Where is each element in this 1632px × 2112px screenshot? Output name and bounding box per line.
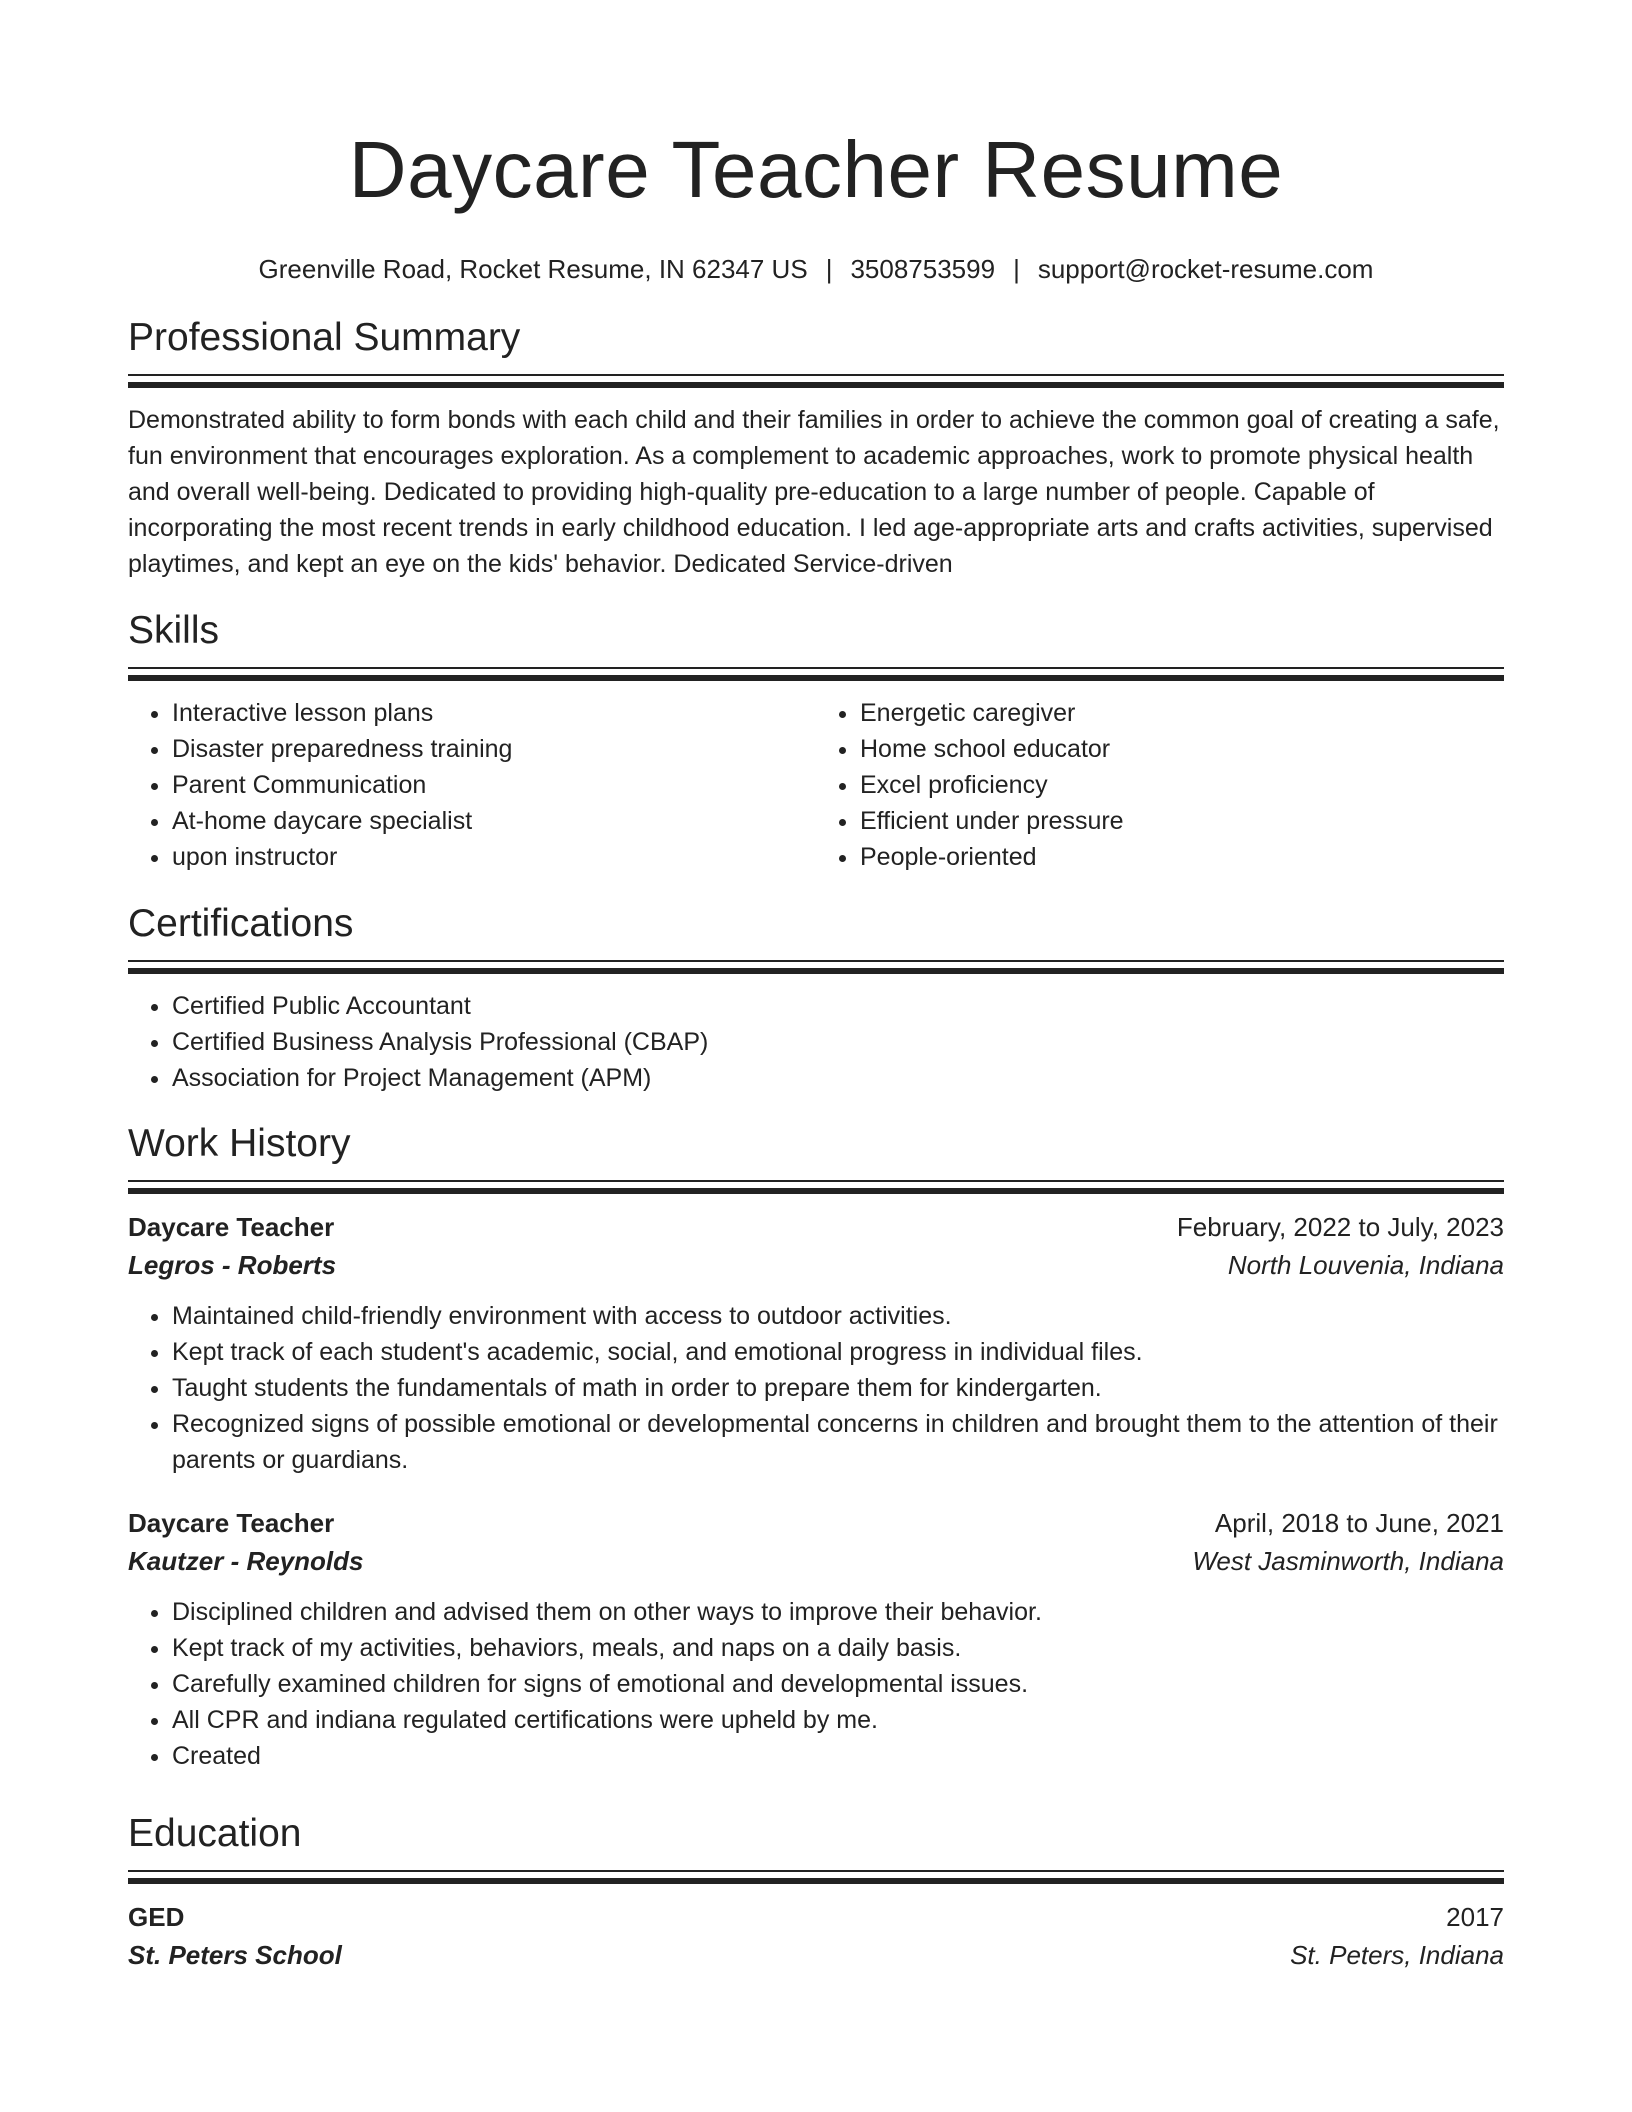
job-entry <box>128 1504 1504 1774</box>
job-duties-list <box>128 1594 1504 1774</box>
education-year: 2017 <box>1446 1902 1504 1932</box>
skill-item: • Interactive lesson plans <box>172 695 816 731</box>
section-skills <box>128 607 1504 875</box>
skill-item: • At-home daycare specialist <box>172 803 816 839</box>
certification-item: • Association for Project Management (APM) <box>172 1060 1504 1096</box>
education-header-row <box>128 1898 1504 1936</box>
skills-list-right <box>816 695 1504 875</box>
section-divider <box>128 1870 1504 1884</box>
skill-item: • Parent Communication <box>172 767 816 803</box>
skills-list-left <box>128 695 816 875</box>
job-duty-item: • All CPR and indiana regulated certifications were upheld by me. <box>172 1702 1504 1738</box>
contact-separator: | <box>825 254 833 284</box>
section-divider <box>128 960 1504 974</box>
skill-item: • Excel proficiency <box>860 767 1504 803</box>
contact-address: Greenville Road, Rocket Resume, IN 62347 US <box>258 254 808 284</box>
skill-item: • People-oriented <box>860 839 1504 875</box>
job-duty-item: • Disciplined children and advised them on other ways to improve their behavior. <box>172 1594 1504 1630</box>
job-title: Daycare Teacher <box>128 1508 335 1538</box>
job-header-row <box>128 1208 1504 1246</box>
job-subheader-row <box>128 1542 1504 1580</box>
certification-item: • Certified Business Analysis Professional (CBAP) <box>172 1024 1504 1060</box>
job-employer: Legros - Roberts <box>128 1250 337 1280</box>
skill-item: • Energetic caregiver <box>860 695 1504 731</box>
job-employer: Kautzer - Reynolds <box>128 1546 364 1576</box>
job-dates: February, 2022 to July, 2023 <box>1176 1212 1504 1242</box>
job-title: Daycare Teacher <box>128 1212 335 1242</box>
resume-title: Daycare Teacher Resume <box>348 125 1284 214</box>
skill-item: • upon instructor <box>172 839 816 875</box>
section-heading-work: Work History <box>128 1122 351 1165</box>
skills-grid <box>128 695 1504 875</box>
job-dates: April, 2018 to June, 2021 <box>1214 1508 1504 1538</box>
job-duty-item: • Carefully examined children for signs of emotional and developmental issues. <box>172 1666 1504 1702</box>
job-duty-item: • Maintained child-friendly environment with access to outdoor activities. <box>172 1298 1504 1334</box>
section-heading-skills: Skills <box>128 609 220 652</box>
job-duty-item: • Created <box>172 1738 1504 1774</box>
job-location: North Louvenia, Indiana <box>1227 1250 1504 1280</box>
job-duty-item: • Recognized signs of possible emotional or developmental concerns in children and brought them to the attention of their parents or guardians. <box>172 1406 1504 1478</box>
job-entry <box>128 1208 1504 1478</box>
certification-item: • Certified Public Accountant <box>172 988 1504 1024</box>
section-heading-certifications: Certifications <box>128 902 354 945</box>
section-divider <box>128 667 1504 681</box>
skill-item: • Disaster preparedness training <box>172 731 816 767</box>
section-education <box>128 1810 1504 1974</box>
contact-line <box>128 252 1504 286</box>
education-subheader-row <box>128 1936 1504 1974</box>
education-entry <box>128 1898 1504 1974</box>
section-certifications <box>128 900 1504 1096</box>
job-duties-list <box>128 1298 1504 1478</box>
contact-email: support@rocket-resume.com <box>1037 254 1374 284</box>
certifications-list <box>128 988 1504 1096</box>
education-location: St. Peters, Indiana <box>1290 1940 1504 1970</box>
section-divider <box>128 374 1504 388</box>
section-work-history <box>128 1120 1504 1774</box>
contact-phone: 3508753599 <box>850 254 996 284</box>
job-location: West Jasminworth, Indiana <box>1192 1546 1504 1576</box>
section-summary <box>128 314 1504 582</box>
education-degree: GED <box>128 1902 185 1932</box>
job-duty-item: • Kept track of my activities, behaviors, meals, and naps on a daily basis. <box>172 1630 1504 1666</box>
job-duty-item: • Taught students the fundamentals of math in order to prepare them for kindergarten. <box>172 1370 1504 1406</box>
job-duty-item: • Kept track of each student's academic, social, and emotional progress in individual files. <box>172 1334 1504 1370</box>
job-header-row <box>128 1504 1504 1542</box>
skill-item: • Efficient under pressure <box>860 803 1504 839</box>
job-subheader-row <box>128 1246 1504 1284</box>
section-divider <box>128 1180 1504 1194</box>
skill-item: • Home school educator <box>860 731 1504 767</box>
skills-column-left <box>128 695 816 875</box>
summary-text: Demonstrated ability to form bonds with each child and their families in order to achieve the common goal of creating a safe, fun environment that encourages exploration. As a complement to academic approaches, work to promote physical health and overall well-being. Dedicated to providing high-quality pre-education to a large number of people. Capable of incorporating the most recent trends in early childhood education. I led age-appropriate arts and crafts activities, supervised playtimes, and kept an eye on the kids' behavior. Dedicated Service-driven <box>128 406 1500 578</box>
section-heading-summary: Professional Summary <box>128 316 521 359</box>
contact-separator: | <box>1013 254 1020 284</box>
section-heading-education: Education <box>128 1812 302 1855</box>
education-school: St. Peters School <box>128 1940 342 1970</box>
skills-column-right <box>816 695 1504 875</box>
